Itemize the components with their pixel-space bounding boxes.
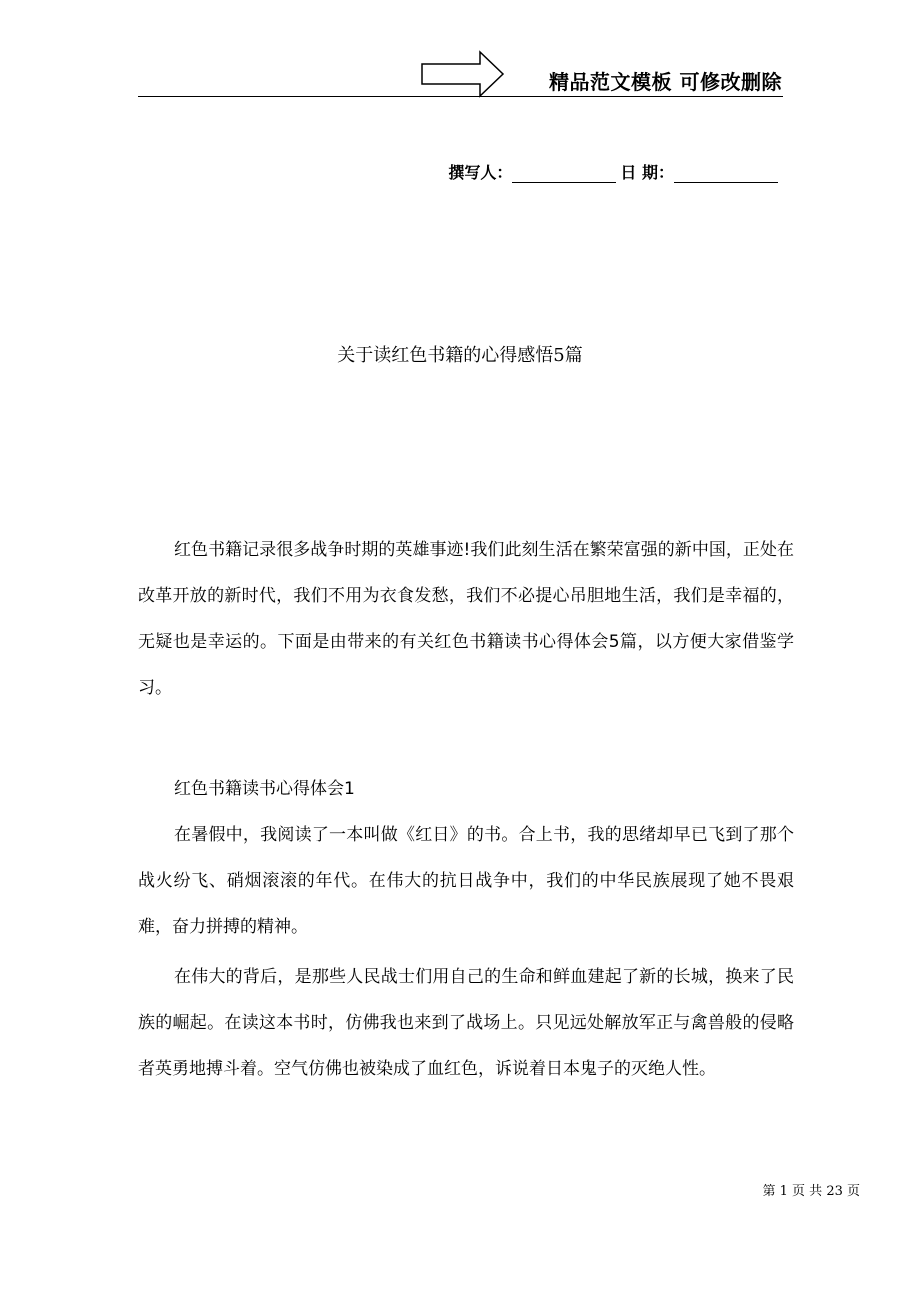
author-label: 撰写人： xyxy=(448,163,513,182)
header-banner-text: 精品范文模板 可修改删除 xyxy=(549,70,782,94)
date-label: 日 期： xyxy=(620,163,674,182)
intro-paragraph: 红色书籍记录很多战争时期的英雄事迹!我们此刻生活在繁荣富强的新中国，正处在改革开放的新时代，我们不用为衣食发愁，我们不必提心吊胆地生活，我们是幸福的，无疑也是幸运的。下面是由带来的有关红色书籍读书心得体会5篇，以方便大家借鉴学习。 xyxy=(138,540,794,698)
section-paragraph-1: 在暑假中，我阅读了一本叫做《红日》的书。合上书，我的思绪却早已飞到了那个战火纷飞、硝烟滚滚的年代。在伟大的抗日战争中，我们的中华民族展现了她不畏艰难，奋力拼搏的精神。 xyxy=(138,825,794,937)
document-title: 关于读红色书籍的心得感悟5篇 xyxy=(337,345,583,366)
author-blank-field[interactable] xyxy=(512,164,616,183)
right-arrow-outline-icon xyxy=(420,50,505,98)
section-heading: 红色书籍读书心得体会1 xyxy=(174,779,355,799)
header-divider xyxy=(138,96,783,97)
page-number-footer: 第 1 页 共 23 页 xyxy=(762,1184,860,1199)
section-paragraph-2: 在伟大的背后，是那些人民战士们用自己的生命和鲜血建起了新的长城，换来了民族的崛起。在读这本书时，仿佛我也来到了战场上。只见远处解放军正与禽兽般的侵略者英勇地搏斗着。空气仿佛也被染成了血红色，诉说着日本鬼子的灭绝人性。 xyxy=(138,967,794,1079)
date-blank-field[interactable] xyxy=(674,164,778,183)
intro-block xyxy=(138,527,794,711)
section-block xyxy=(138,766,794,1092)
author-date-line xyxy=(448,160,782,183)
